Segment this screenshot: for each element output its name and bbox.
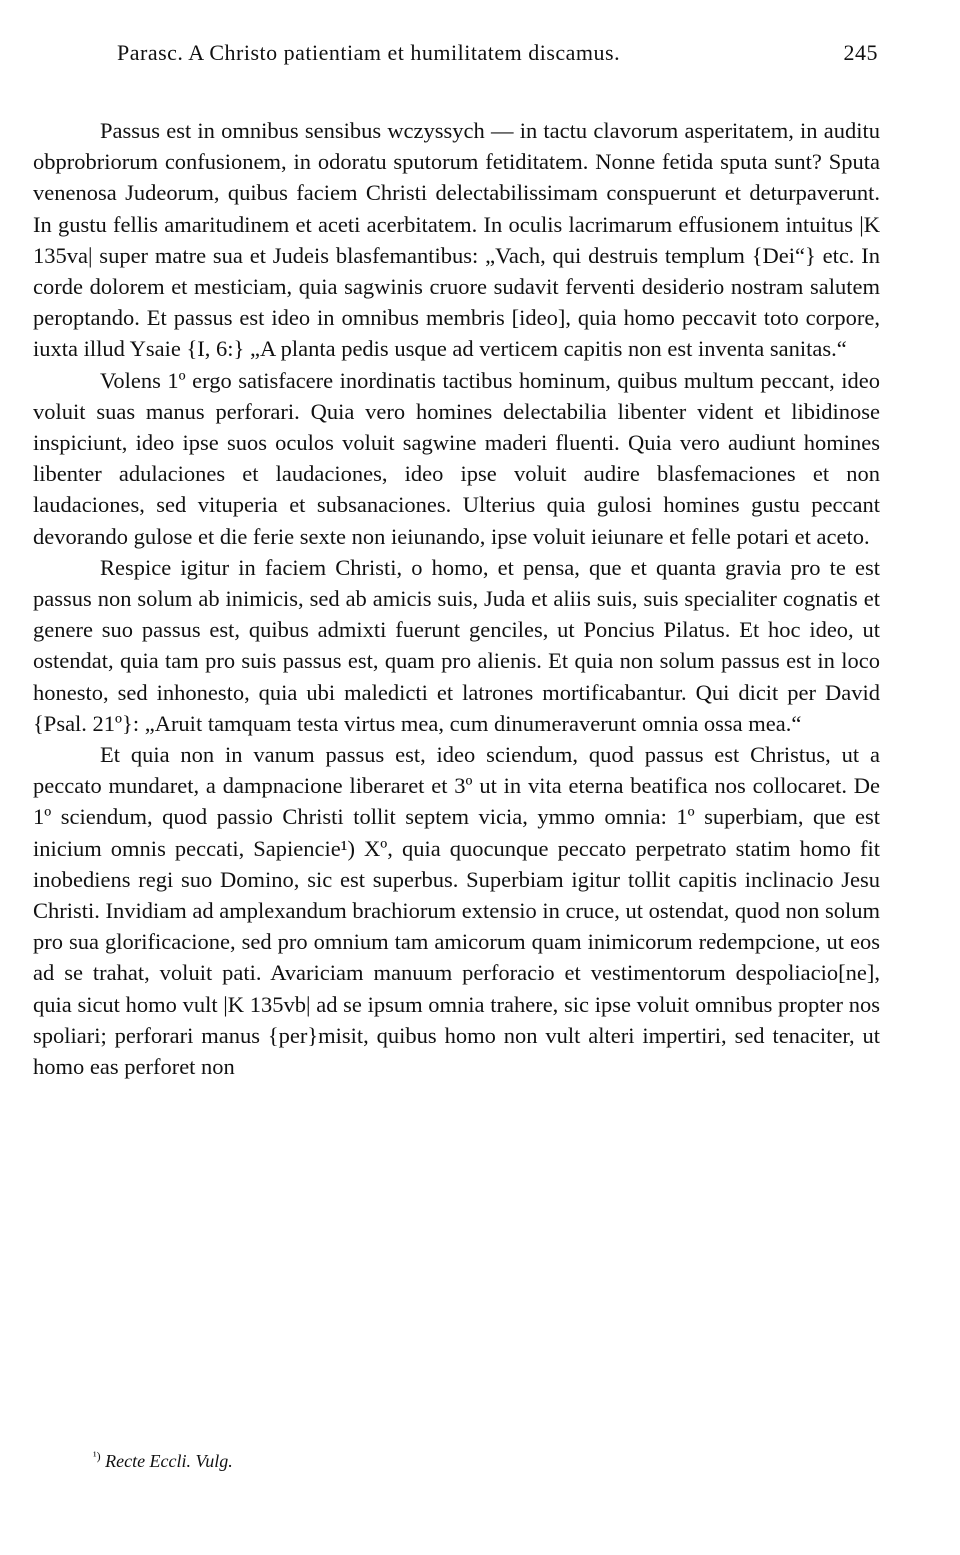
running-head-title: Parasc. A Christo patientiam et humilitatem discamus. bbox=[117, 40, 621, 65]
running-head bbox=[33, 40, 880, 80]
footnote-mark: ¹) bbox=[93, 1449, 101, 1463]
footnote-text: Recte Eccli. Vulg. bbox=[105, 1451, 233, 1471]
paragraph: Respice igitur in faciem Christi, o homo, et pensa, que et quanta gravia pro te est passus non solum ab inimicis, sed ab amicis suis, Juda et aliis suis, suis specialiter cognatis et genere suo passus est, quibus admixti fuerunt genciles, ut Poncius Pilatus. Et hoc ideo, ut ostendat, quia tam pro suis passus est, quam pro alienis. Et quia non solum passus est in loco honesto, sed inhonesto, quia ubi maledicti et latrones mortificabantur. Qui dicit per David {Psal. 21º}: „Aruit tamquam testa virtus mea, cum dinumeraverunt omnia ossa mea.“ bbox=[33, 554, 880, 736]
document-page bbox=[33, 40, 880, 1082]
body-text bbox=[33, 115, 880, 1082]
paragraph: Volens 1º ergo satisfacere inordinatis tactibus hominum, quibus multum peccant, ideo voluit suas manus perforari. Quia vero homines delectabilia libenter vident et libidinose inspiciunt, ideo ipse suos oculos voluit sagwine maderi fluenti. Quia vero audiunt homines libenter adulaciones et laudaciones, ideo ipse voluit audire blasfemaciones et non laudaciones, sed vituperia et subsanaciones. Ulterius quia gulosi homines gustu peccant devorando gulose et die ferie sexte non ieiunando, ipse voluit ieiunare et felle potari et aceto. bbox=[33, 367, 880, 549]
page-number: 245 bbox=[843, 40, 878, 65]
paragraph: Et quia non in vanum passus est, ideo sciendum, quod passus est Christus, ut a peccato mundaret, a dampnacione liberaret et 3º ut in vita eterna beatifica nos collocaret. De 1º sciendum, quod passio Christi tollit septem vicia, ymmo omnia: 1º superbiam, que est inicium omnis peccati, Sapiencie¹) Xº, quia quocunque peccato perpetrato statim homo fit inobediens regi suo Domino, sic est superbus. Superbiam igitur tollit capitis inclinacio Jesu Christi. Invidiam ad amplexandum brachiorum extensio in cruce, ut ostendat, quod non solum pro sua glorificacione, sed pro omnium tam amicorum quam inimicorum redempcione, ut eos ad se trahat, voluit pati. Avariciam manuum perforacio et vestimentorum despoliacio[ne], quia sicut homo vult |K 135vb| ad se ipsum omnia trahere, sic ipse voluit omnibus propter nos spoliari; perforari manus {per}misit, quibus homo non vult alteri impertiri, sed tenaciter, ut homo eas perforet non bbox=[33, 742, 880, 1080]
footnote bbox=[93, 1444, 873, 1473]
paragraph: Passus est in omnibus sensibus wczyssych — in tactu clavorum asperitatem, in auditu obprobriorum confusionem, in odoratu sputorum fetiditatem. Nonne fetida sputa sunt? Sputa venenosa Judeorum, quibus faciem Christi delectabilissimam conspuerunt et deturpaverunt. In gustu fellis amaritudinem et aceti acerbitatem. In oculis lacrimarum effusionem intuitus |K 135va| super matre sua et Judeis blasfemantibus: „Vach, qui destruis templum {Dei“} etc. In corde dolorem et mesticiam, quia sagwinis cruore sudavit ferventi desiderio nostram salutem peroptando. Et passus est ideo in omnibus membris [ideo], quia homo peccavit toto corpore, iuxta illud Ysaie {I, 6:} „A planta pedis usque ad verticem capitis non est inventa sanitas.“ bbox=[33, 118, 880, 362]
